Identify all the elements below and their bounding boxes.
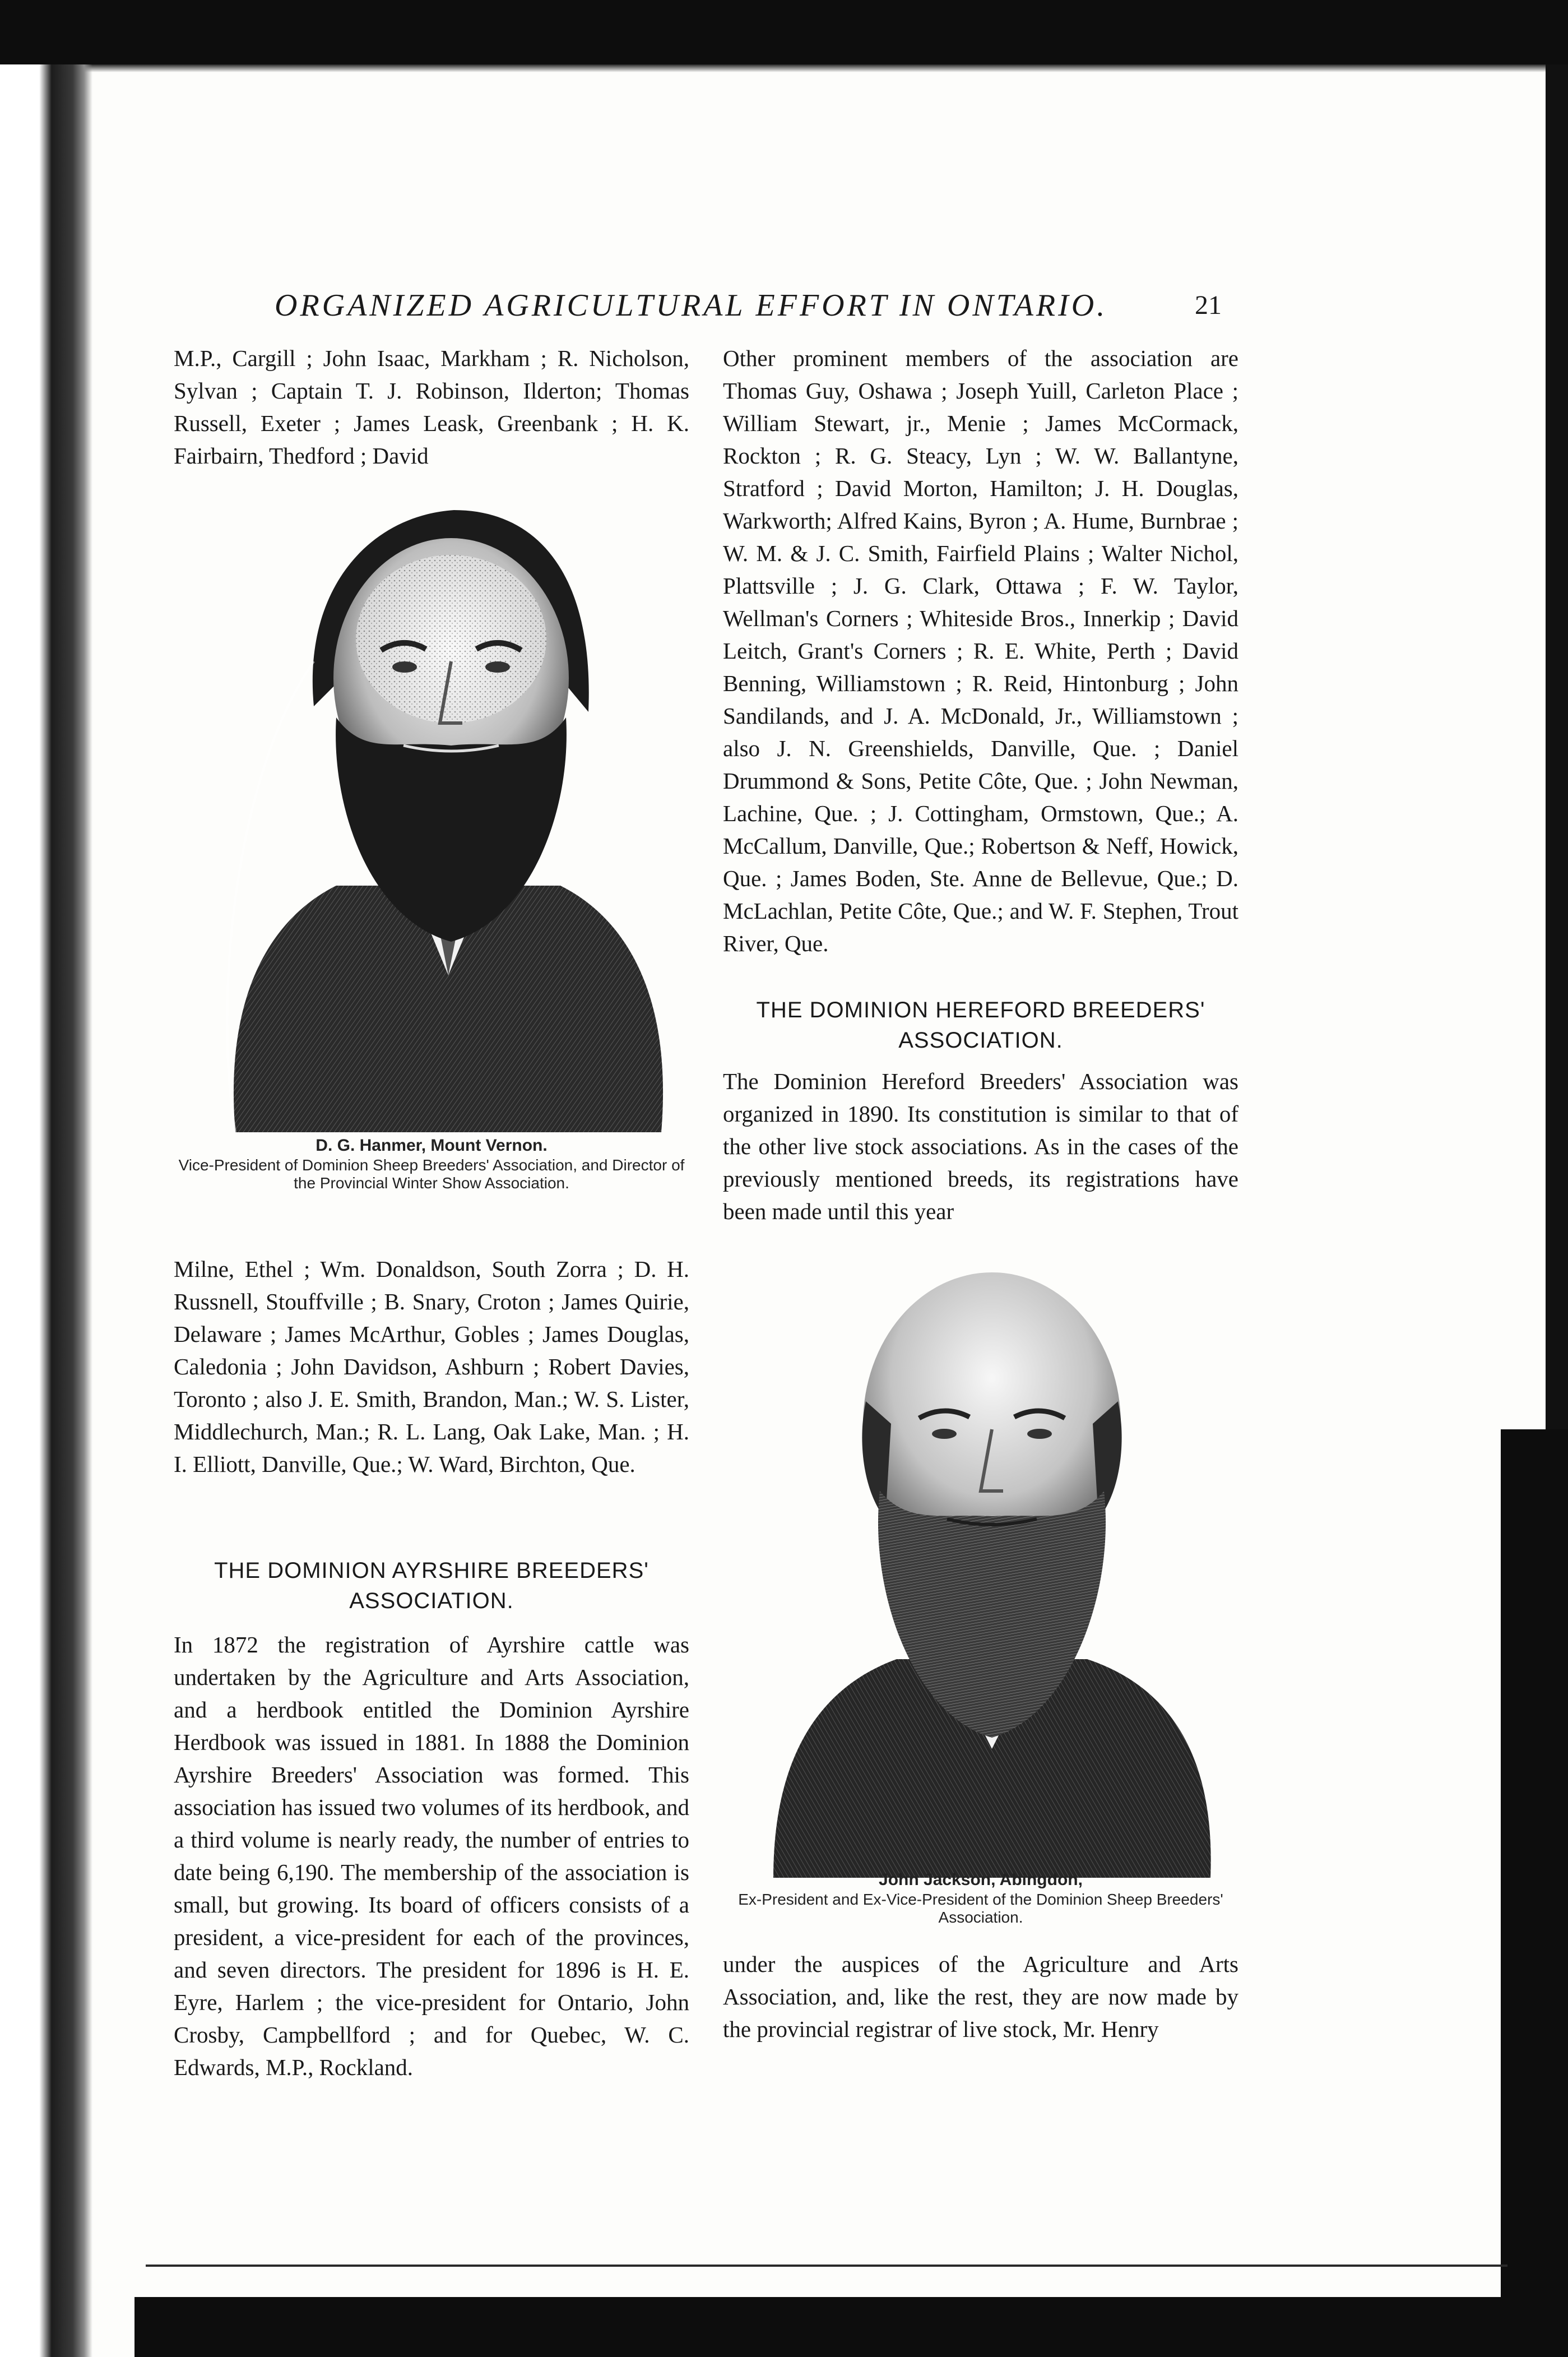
scan-rule-bottom (146, 2265, 1507, 2267)
right-bottom-paragraph: under the auspices of the Agriculture and Arts Association, and, like the rest, they are now made by the provincial registrar of live stock, Mr. Henry (723, 1951, 1238, 2042)
scan-border-right-upper (1546, 64, 1568, 1432)
running-head: ORGANIZED AGRICULTURAL EFFORT IN ONTARIO. (275, 288, 1108, 323)
page-number: 21 (1195, 290, 1222, 320)
scan-border-left (0, 64, 92, 2357)
caption-role: Ex-President and Ex-Vice-President of the Dominion Sheep Breeders' Association. (738, 1891, 1223, 1926)
caption-name: D. G. Hanmer, Mount Vernon. (316, 1136, 548, 1155)
left-middle-paragraph: Milne, Ethel ; Wm. Donaldson, South Zorra ; D. H. Russnell, Stouffville ; B. Snary, Croton ; James Quirie, Delaware ; James McArthur, Gobles ; James Douglas, Caledonia ; John Davidson, Ashburn ; Robert Davies, Toronto ; also J. E. Smith, Brandon, Man.; W. S. Lister, Middlechurch, Man.; R. L. Lang, Oak Lake, Man. ; H. I. Elliott, Danville, Que.; W. Ward, Birchton, Que. (174, 1256, 689, 1477)
scan-border-top-fade (0, 64, 1568, 72)
left-ayrshire-paragraph: In 1872 the registration of Ayrshire cattle was undertaken by the Agriculture and Arts Association, and a herdbook entitled the Dominion Ayrshire Herdbook was issued in 1881. In 1888 the Dominion Ayrshire Breeders' Association was formed. This association has issued two volumes of its herdbook, and a third volume is nearly ready, the number of entries to date being 6,190. The membership of the association is small, but growing. Its board of officers consists of a president, a vice-president for each of the provinces, and seven directors. The president for 1896 is H. E. Eyre, Harlem ; the vice-president for Ontario, John Crosby, Campbellford ; and for Quebec, W. C. Edwards, M.P., Rockland. (174, 1632, 689, 2080)
caption-name: John Jackson, Abingdon, (879, 1870, 1083, 1889)
right-top-paragraph: Other prominent members of the association are Thomas Guy, Oshawa ; Joseph Yuill, Carleton Place ; William Stewart, jr., Menie ; James McCormack, Rockton ; R. G. Steacy, Lyn ; W. W. Ballantyne, Stratford ; David Morton, Hamilton; J. H. Douglas, Warkworth; Alfred Kains, Byron ; A. Hume, Burnbrae ; W. M. & J. C. Smith, Fairfield Plains ; Walter Nichol, Plattsville ; J. G. Clark, Ottawa ; F. W. Taylor, Wellman's Corners ; Whiteside Bros., Innerkip ; David Leitch, Grant's Corners ; R. E. White, Perth ; David Benning, Williamstown ; R. Reid, Hintonburg ; John Sandilands, and J. A. McDonald, Jr., Williamstown ; also J. N. Greenshields, Danville, Que. ; Daniel Drummond & Sons, Petite Côte, Que. ; John Newman, Lachine, Que. ; J. Cottingham, Ormstown, Que.; A. McCallum, Danville, Que.; Robertson & Neff, Howick, Que. ; James Boden, Ste. Anne de Bellevue, Que.; D. McLachlan, Petite Côte, Que.; and W. F. Stephen, Trout River, Que. (723, 345, 1238, 956)
left-top-paragraph: M.P., Cargill ; John Isaac, Markham ; R. Nicholson, Sylvan ; Captain T. J. Robinson, Ilderton; Thomas Russell, Exeter ; James Leask, Greenbank ; H. K. Fairbairn, Thedford ; David (174, 345, 689, 469)
scan-border-right-lower (1501, 1429, 1568, 2357)
heading-ayrshire: THE DOMINION AYRSHIRE BREEDERS' ASSOCIATION. (214, 1558, 649, 1613)
caption-d-g-hanmer (168, 1135, 695, 1225)
heading-hereford: THE DOMINION HEREFORD BREEDERS' ASSOCIATION. (756, 998, 1205, 1053)
scan-border-top (0, 0, 1568, 64)
right-hereford-paragraph: The Dominion Hereford Breeders' Association was organized in 1890. Its constitution is similar to that of the other live stock associations. As in the cases of the previously mentioned breeds, its registrations have been made until this year (723, 1068, 1238, 1224)
caption-john-jackson (723, 1869, 1238, 1942)
portrait-john-jackson (751, 1256, 1233, 1878)
scan-border-bottom (134, 2297, 1507, 2357)
portrait-d-g-hanmer (202, 493, 695, 1132)
caption-role: Vice-President of Dominion Sheep Breeders' Association, and Director of the Provincial Winter Show Association. (178, 1156, 685, 1192)
